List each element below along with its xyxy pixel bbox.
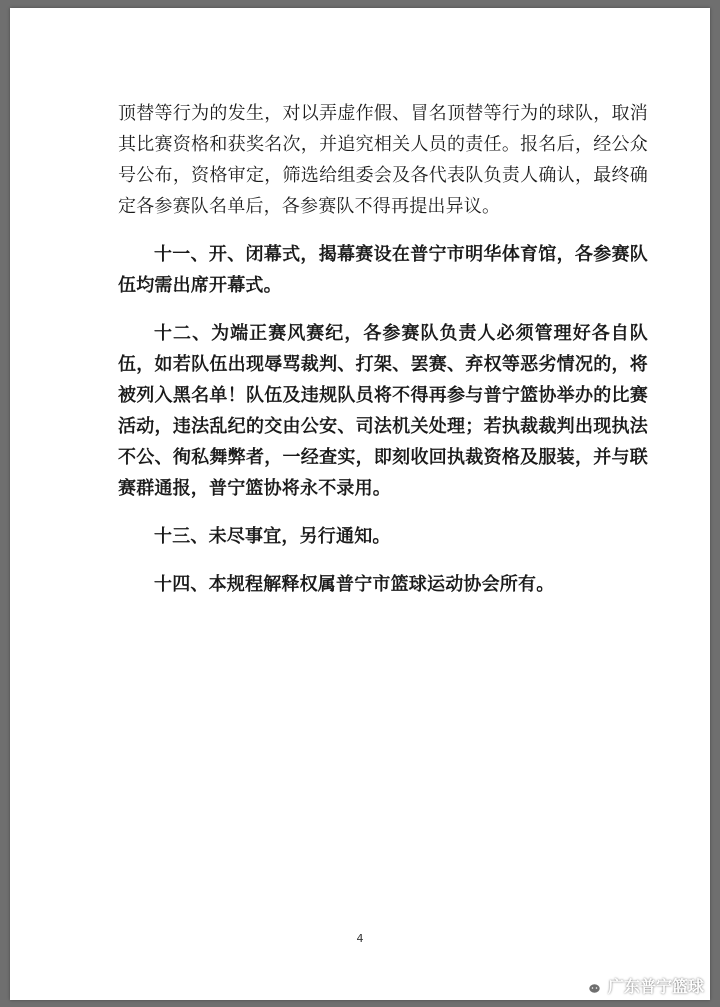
paragraph-continued: 顶替等行为的发生，对以弄虚作假、冒名顶替等行为的球队，取消其比赛资格和获奖名次，并追究相关人员的责任。报名后，经公众号公布，资格审定，筛选给组委会及各代表队负责人确认，最终确定各参赛队名单后，各参赛队不得再提出异议。 xyxy=(118,103,648,217)
document-body xyxy=(118,98,648,600)
paragraph-article-11: 十一、开、闭幕式，揭幕赛设在普宁市明华体育馆，各参赛队伍均需出席开幕式。 xyxy=(118,244,648,296)
paragraph-article-12: 十二、为端正赛风赛纪，各参赛队负责人必须管理好各自队伍，如若队伍出现辱骂裁判、打架、罢赛、弃权等恶劣情况的，将被列入黑名单！队伍及违规队员将不得再参与普宁篮协举办的比赛活动，违法乱纪的交由公安、司法机关处理；若执裁裁判出现执法不公、徇私舞弊者，一经查实，即刻收回执裁资格及服装，并与联赛群通报，普宁篮协将永不录用。 xyxy=(118,323,648,499)
paragraph-article-14: 十四、本规程解释权属普宁市篮球运动协会所有。 xyxy=(154,574,555,595)
paragraph-article-13: 十三、未尽事宜，另行通知。 xyxy=(154,526,391,547)
watermark-account-name: 广东普宁篮球 xyxy=(607,977,704,996)
wechat-watermark xyxy=(580,974,704,997)
page-number: 4 xyxy=(356,932,364,945)
document-page xyxy=(10,8,710,1000)
wechat-icon xyxy=(580,977,602,995)
